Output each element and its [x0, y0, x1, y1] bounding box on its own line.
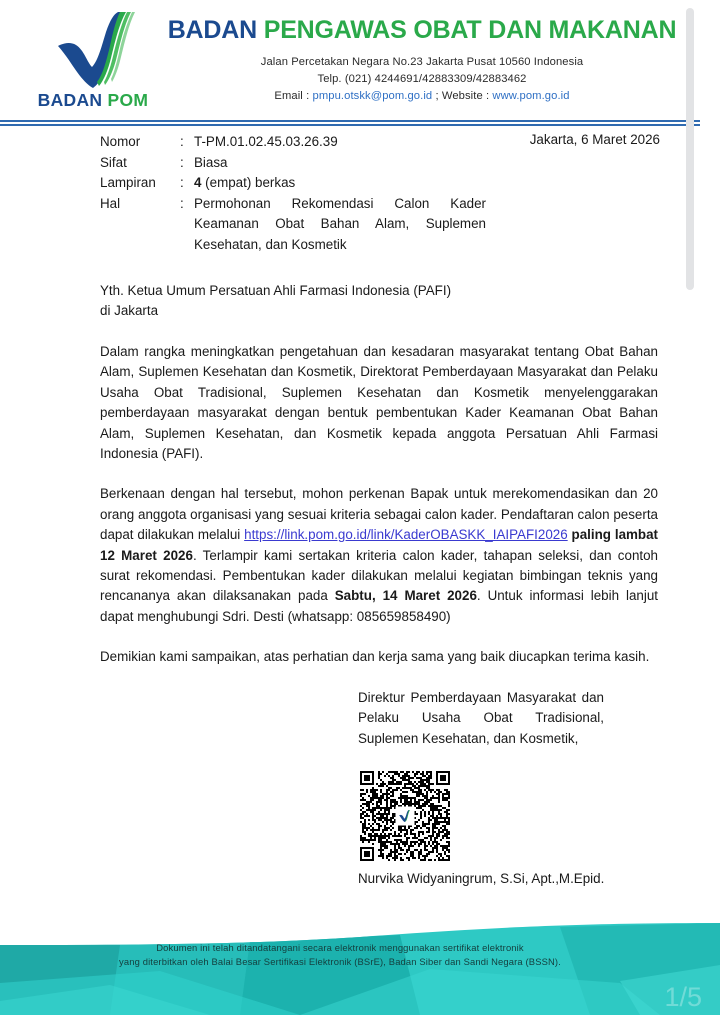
qr-embedded-logo	[396, 806, 415, 825]
email-label: Email :	[274, 90, 313, 102]
document-footer	[0, 923, 720, 1015]
letterhead-email-website	[160, 88, 684, 105]
badan-pom-logo-text	[28, 90, 158, 111]
letter-reference-block	[100, 132, 660, 255]
event-date-emphasis: Sabtu, 14 Maret 2026	[334, 588, 477, 604]
letterhead-phone: Telp. (021) 4244691/42883309/42883462	[317, 73, 527, 85]
paragraph-2-text-a: Berkenaan dengan hal tersebut, mohon perkenan Bapak untuk merekomendasikan dan 20 orang anggota organisasi yang sesuai kriteria sebagai calon kader. Pendaftaran calon peserta dapat dilakukan melalui	[100, 486, 658, 543]
letterhead-address: Jalan Percetakan Negara No.23 Jakarta Pusat 10560 Indonesia	[260, 56, 584, 68]
footer-notice-line-2: yang diterbitkan oleh Balai Besar Sertifikasi Elektronik (BSrE), Badan Siber dan Sandi Negara (BSSN).	[119, 956, 561, 967]
digital-signature-qr-code	[360, 771, 450, 861]
agency-title	[160, 16, 684, 45]
meta-label-hal: Hal	[100, 195, 121, 211]
footer-graphic	[0, 923, 720, 1015]
page-indicator: 1/5	[664, 982, 702, 1012]
website-value[interactable]: www.pom.go.id	[492, 90, 570, 102]
meta-value-nomor: T-PM.01.02.45.03.26.39	[194, 134, 338, 149]
meta-colon-lampiran: :	[180, 175, 184, 190]
meta-colon-nomor: :	[180, 134, 184, 149]
letterhead	[0, 0, 700, 118]
scrollbar-track[interactable]	[699, 0, 707, 1015]
meta-value-sifat: Biasa	[194, 154, 228, 170]
divider-line-top	[0, 120, 700, 122]
contact-separator: ;	[432, 90, 442, 102]
signature-position-title: Direktur Pemberdayaan Masyarakat dan Pelaku Usaha Obat Tradisional, Suplemen Kesehatan, dan Kosmetik,	[358, 689, 604, 746]
meta-row-sifat	[100, 153, 660, 174]
meta-row-lampiran	[100, 173, 660, 194]
meta-row-hal	[100, 194, 660, 256]
lampiran-count: 4	[194, 175, 202, 190]
badan-pom-logo	[28, 12, 158, 112]
deadline-emphasis: paling lambat 12 Maret 2026	[100, 527, 659, 563]
divider-line-bottom	[0, 124, 700, 126]
logo-word-badan: BADAN	[37, 90, 103, 110]
meta-value-hal: Permohonan Rekomendasi Calon Kader Keamanan Obat Bahan Alam, Suplemen Kesehatan, dan Kosmetik	[194, 195, 486, 252]
meta-colon-sifat: :	[180, 154, 184, 170]
meta-label-sifat: Sifat	[100, 154, 127, 170]
email-value[interactable]: pmpu.otskk@pom.go.id	[312, 90, 433, 102]
signature-qr-block	[358, 771, 658, 886]
addressee-line-2: di Jakarta	[100, 303, 159, 318]
website-label: Website :	[441, 90, 493, 102]
letterhead-heading	[160, 16, 684, 105]
addressee-line-1: Yth. Ketua Umum Persatuan Ahli Farmasi Indonesia (PAFI)	[100, 283, 452, 298]
paragraph-2-text-b: . Terlampir kami sertakan kriteria calon kader, tahapan seleksi, dan contoh surat rekomendasi. Pembentukan kader dilakukan melalui kegiatan bimbingan teknis yang rencananya akan dilaksanakan pada	[100, 547, 659, 604]
agency-title-badan: BADAN	[167, 16, 257, 44]
paragraph-2-text-c: . Untuk informasi lebih lanjut dapat menghubungi Sdri. Desti (whatsapp: 085659858490)	[100, 588, 658, 624]
body-paragraph-1: Dalam rangka meningkatkan pengetahuan dan kesadaran masyarakat tentang Obat Bahan Alam, Suplemen Kesehatan dan Kosmetik, Direktorat Pemberdayaan Masyarakat dan Pelaku Usaha Obat Tradisional, Suplemen Kesehatan dan Kosmetik menyelenggarakan pemberdayaan masyarakat dengan bentuk pembentukan Kader Keamanan Obat Bahan Alam, Suplemen Kesehatan, dan Kosmetik kepada anggota Persatuan Ahli Farmasi Indonesia (PAFI).	[100, 344, 658, 462]
body-paragraph-3: Demikian kami sampaikan, atas perhatian dan kerja sama yang baik diucapkan terima kasih.	[100, 649, 650, 665]
signer-name: Nurvika Widyaningrum, S.Si, Apt.,M.Epid.	[358, 870, 605, 886]
footer-notice-line-1: Dokumen ini telah ditandatangani secara elektronik menggunakan sertifikat elektronik	[156, 942, 524, 953]
qr-logo-mark	[399, 809, 412, 822]
logo-word-pom: POM	[107, 90, 149, 110]
letter-date: Jakarta, 6 Maret 2026	[529, 132, 660, 147]
meta-label-lampiran: Lampiran	[100, 175, 156, 190]
meta-colon-hal: :	[180, 195, 184, 211]
footer-signature-notice	[0, 941, 680, 969]
agency-title-rest: PENGAWAS OBAT DAN MAKANAN	[263, 16, 677, 44]
document-body	[0, 132, 700, 886]
scrollbar-thumb[interactable]	[686, 8, 694, 290]
lampiran-unit: (empat) berkas	[201, 175, 296, 190]
meta-label-nomor: Nomor	[100, 134, 141, 149]
badan-pom-logo-mark	[54, 12, 136, 88]
letterhead-contact	[160, 54, 684, 105]
letterhead-divider	[0, 120, 700, 127]
registration-link[interactable]: https://link.pom.go.id/link/KaderOBASKK_IAIPAFI2026	[244, 527, 568, 543]
addressee-block	[100, 281, 700, 321]
body-paragraph-2	[100, 484, 658, 627]
meta-value-lampiran	[194, 173, 660, 194]
